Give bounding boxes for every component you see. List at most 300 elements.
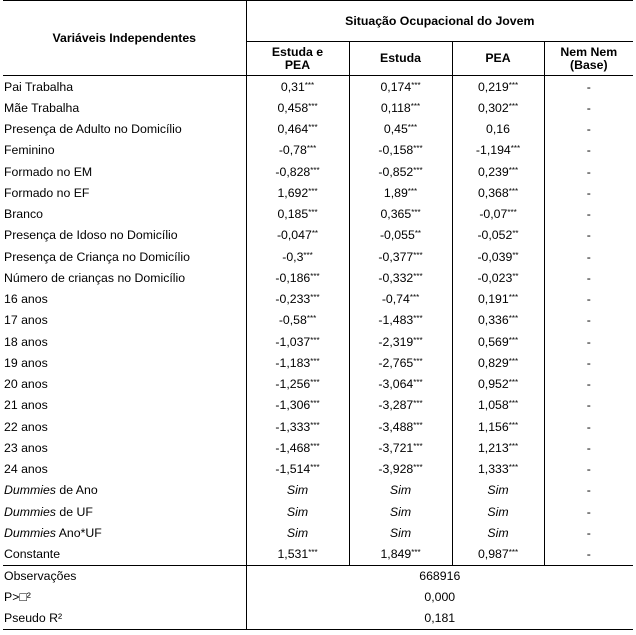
row-label bbox=[3, 331, 246, 352]
stat-value: 0,000 bbox=[424, 590, 456, 605]
significance-stars: *** bbox=[411, 208, 421, 218]
coefficient-value: 0,31 bbox=[280, 79, 305, 94]
table-cell bbox=[349, 97, 452, 118]
row-label bbox=[3, 246, 246, 267]
row-label bbox=[3, 459, 246, 480]
coefficient-value: -1,514 bbox=[275, 462, 311, 477]
coefficient-value: 0,952 bbox=[477, 377, 509, 392]
table-cell bbox=[246, 204, 349, 225]
significance-stars: *** bbox=[413, 314, 423, 324]
table-cell bbox=[452, 182, 544, 203]
column-header-pea bbox=[452, 42, 544, 76]
table-cell bbox=[544, 501, 633, 522]
significance-stars: *** bbox=[510, 144, 521, 154]
coefficient-value: - bbox=[586, 79, 591, 94]
coefficient-value: 1,692 bbox=[277, 185, 309, 200]
row-label bbox=[3, 267, 246, 288]
stat-label: Pseudo R² bbox=[3, 608, 246, 630]
table-cell bbox=[349, 416, 452, 437]
coefficient-value: 1,156 bbox=[477, 419, 509, 434]
row-label-text: 22 anos bbox=[4, 419, 48, 434]
row-label-text: de Ano bbox=[59, 483, 98, 498]
row-label-text: Presença de Adulto no Domicílio bbox=[4, 122, 182, 137]
table-cell bbox=[544, 459, 633, 480]
table-row bbox=[3, 374, 633, 395]
significance-stars: *** bbox=[508, 441, 519, 451]
coefficient-value: - bbox=[586, 270, 591, 285]
significance-stars: *** bbox=[413, 420, 423, 430]
stat-row bbox=[3, 565, 633, 587]
column-header-nem-nem bbox=[544, 42, 633, 76]
coefficient-value: 0,16 bbox=[486, 122, 510, 137]
coefficient-value: 0,219 bbox=[477, 79, 509, 94]
table-cell bbox=[349, 544, 452, 566]
significance-stars: *** bbox=[310, 420, 320, 430]
coefficient-value: 0,829 bbox=[477, 355, 509, 370]
table-cell bbox=[544, 480, 633, 501]
coefficient-value: -3,064 bbox=[378, 377, 414, 392]
coefficient-value: Sim bbox=[389, 483, 412, 498]
coefficient-value: 0,569 bbox=[477, 334, 509, 349]
significance-stars: *** bbox=[413, 441, 423, 451]
table-cell bbox=[544, 522, 633, 543]
row-label-text: Ano*UF bbox=[58, 525, 102, 540]
row-label-text: Mãe Trabalha bbox=[4, 100, 80, 115]
table-row bbox=[3, 119, 633, 140]
coefficient-value: -0,3 bbox=[282, 249, 304, 264]
coefficient-value: -0,047 bbox=[276, 228, 312, 243]
table-cell bbox=[544, 310, 633, 331]
coefficient-value: - bbox=[586, 249, 591, 264]
significance-stars: *** bbox=[413, 335, 423, 345]
coefficient-value: -2,319 bbox=[378, 334, 414, 349]
table-cell bbox=[349, 76, 452, 98]
row-label bbox=[3, 416, 246, 437]
table-row bbox=[3, 522, 633, 543]
table-row bbox=[3, 76, 633, 98]
row-label-text: Feminino bbox=[4, 143, 55, 158]
table-cell bbox=[452, 310, 544, 331]
row-label bbox=[3, 225, 246, 246]
table-cell bbox=[544, 204, 633, 225]
table-cell bbox=[246, 289, 349, 310]
significance-stars: *** bbox=[310, 356, 320, 366]
table-row bbox=[3, 480, 633, 501]
table-row bbox=[3, 416, 633, 437]
significance-stars: *** bbox=[409, 293, 420, 303]
row-label-text: Formado no EF bbox=[4, 185, 90, 200]
table-cell bbox=[544, 97, 633, 118]
significance-stars: *** bbox=[304, 80, 315, 90]
row-label bbox=[3, 204, 246, 225]
coefficient-value: 1,058 bbox=[477, 398, 509, 413]
table-cell bbox=[246, 225, 349, 246]
coefficient-value: 1,849 bbox=[380, 547, 412, 562]
row-label-text: Número de crianças no Domicílio bbox=[4, 270, 186, 285]
table-cell bbox=[452, 119, 544, 140]
column-header-estuda bbox=[349, 42, 452, 76]
coefficient-value: -0,055 bbox=[379, 228, 415, 243]
coefficient-value: 0,185 bbox=[277, 207, 309, 222]
coefficient-value: - bbox=[586, 164, 591, 179]
row-label-text: 16 anos bbox=[4, 292, 48, 307]
table-cell bbox=[452, 161, 544, 182]
table-cell bbox=[544, 182, 633, 203]
coefficient-value: -0,233 bbox=[275, 292, 311, 307]
coefficient-value: 0,458 bbox=[277, 100, 309, 115]
coefficient-value: 0,174 bbox=[380, 79, 412, 94]
row-label-text: 17 anos bbox=[4, 313, 48, 328]
coefficient-value: -1,483 bbox=[378, 313, 414, 328]
table-cell bbox=[544, 161, 633, 182]
table-cell bbox=[246, 416, 349, 437]
table-cell bbox=[246, 119, 349, 140]
significance-stars: *** bbox=[310, 271, 320, 281]
row-label-text: 20 anos bbox=[4, 377, 48, 392]
significance-stars: *** bbox=[508, 80, 519, 90]
table-cell bbox=[452, 480, 544, 501]
table-cell bbox=[349, 395, 452, 416]
table-cell bbox=[246, 501, 349, 522]
table-cell bbox=[452, 522, 544, 543]
table-cell bbox=[544, 76, 633, 98]
stat-value: 668916 bbox=[419, 569, 461, 584]
significance-stars: *** bbox=[308, 208, 318, 218]
coefficient-value: -0,58 bbox=[278, 313, 307, 328]
coefficient-value: 0,302 bbox=[477, 100, 509, 115]
coefficient-value: - bbox=[586, 143, 591, 158]
coefficient-value: - bbox=[586, 355, 591, 370]
table-cell bbox=[544, 544, 633, 566]
row-label bbox=[3, 352, 246, 373]
table-cell bbox=[452, 459, 544, 480]
significance-stars: *** bbox=[310, 378, 320, 388]
table-cell bbox=[544, 246, 633, 267]
table-cell bbox=[246, 161, 349, 182]
coefficient-value: - bbox=[586, 377, 591, 392]
table-cell bbox=[452, 352, 544, 373]
coefficient-value: 1,333 bbox=[477, 462, 509, 477]
table-row bbox=[3, 352, 633, 373]
significance-stars: *** bbox=[413, 271, 423, 281]
coefficient-value: -0,052 bbox=[477, 228, 513, 243]
stat-value: 0,181 bbox=[246, 608, 633, 630]
coefficient-value: - bbox=[586, 334, 591, 349]
coefficient-value: 0,118 bbox=[380, 100, 411, 115]
significance-stars: *** bbox=[508, 548, 519, 558]
coefficient-value: 0,336 bbox=[477, 313, 509, 328]
coefficient-value: -1,256 bbox=[275, 377, 311, 392]
coefficient-value: -0,023 bbox=[477, 270, 513, 285]
significance-stars: *** bbox=[413, 378, 423, 388]
significance-stars: *** bbox=[508, 356, 519, 366]
table-cell bbox=[349, 289, 452, 310]
table-cell bbox=[452, 331, 544, 352]
table-cell bbox=[349, 374, 452, 395]
table-cell bbox=[246, 544, 349, 566]
table-cell bbox=[349, 459, 452, 480]
significance-stars: ** bbox=[512, 229, 519, 239]
table-cell bbox=[452, 395, 544, 416]
significance-stars: *** bbox=[508, 101, 519, 111]
table-row bbox=[3, 544, 633, 566]
table-cell bbox=[452, 97, 544, 118]
coefficient-value: - bbox=[586, 207, 591, 222]
significance-stars: *** bbox=[508, 314, 519, 324]
significance-stars: *** bbox=[413, 165, 423, 175]
table-row bbox=[3, 246, 633, 267]
significance-stars: *** bbox=[508, 399, 519, 409]
table-cell bbox=[246, 459, 349, 480]
significance-stars: *** bbox=[310, 399, 320, 409]
coefficient-value: -3,928 bbox=[378, 462, 414, 477]
table-row bbox=[3, 331, 633, 352]
table-cell bbox=[452, 76, 544, 98]
row-label-italic-prefix: Dummies bbox=[4, 483, 56, 498]
table-row bbox=[3, 310, 633, 331]
row-label bbox=[3, 76, 246, 98]
row-label-text: 24 anos bbox=[4, 462, 48, 477]
table-cell bbox=[349, 352, 452, 373]
coefficient-value: - bbox=[586, 313, 591, 328]
coefficient-value: -0,332 bbox=[378, 270, 414, 285]
significance-stars: *** bbox=[507, 208, 517, 218]
coefficient-value: -1,333 bbox=[275, 419, 311, 434]
table-cell bbox=[246, 97, 349, 118]
significance-stars: *** bbox=[508, 165, 519, 175]
coefficient-value: Sim bbox=[286, 504, 309, 519]
row-label bbox=[3, 289, 246, 310]
significance-stars: *** bbox=[411, 548, 421, 558]
coefficient-value: - bbox=[586, 228, 591, 243]
row-label-text: 18 anos bbox=[4, 334, 48, 349]
row-label bbox=[3, 480, 246, 501]
table-cell bbox=[349, 501, 452, 522]
coefficient-value: -1,194 bbox=[475, 143, 511, 158]
significance-stars: *** bbox=[413, 356, 423, 366]
table-cell bbox=[544, 352, 633, 373]
row-label-text: Formado no EM bbox=[4, 164, 93, 179]
row-label-text: 23 anos bbox=[4, 440, 48, 455]
coefficient-value: 0,191 bbox=[477, 292, 509, 307]
table-cell bbox=[544, 119, 633, 140]
row-label bbox=[3, 395, 246, 416]
coefficient-value: 1,531 bbox=[277, 547, 309, 562]
table-cell bbox=[349, 310, 452, 331]
table-cell bbox=[452, 225, 544, 246]
table-cell bbox=[246, 246, 349, 267]
row-label-text: Presença de Idoso no Domicílio bbox=[4, 228, 178, 243]
coefficient-value: - bbox=[586, 292, 591, 307]
significance-stars: *** bbox=[310, 165, 320, 175]
significance-stars: *** bbox=[413, 399, 423, 409]
coefficient-value: -2,765 bbox=[378, 355, 414, 370]
table-cell bbox=[452, 374, 544, 395]
coefficient-value: -1,183 bbox=[275, 355, 311, 370]
table-cell bbox=[452, 246, 544, 267]
row-label-text: Presença de Criança no Domicílio bbox=[4, 249, 190, 264]
significance-stars: ** bbox=[512, 271, 519, 281]
coefficient-value: -0,07 bbox=[479, 207, 508, 222]
coefficient-value: -0,186 bbox=[275, 270, 311, 285]
coefficient-value: 0,464 bbox=[277, 122, 309, 137]
table-body bbox=[3, 76, 633, 630]
significance-stars: *** bbox=[306, 144, 317, 154]
coefficient-value: -3,488 bbox=[378, 419, 414, 434]
table-row bbox=[3, 97, 633, 118]
table-cell bbox=[544, 437, 633, 458]
row-label bbox=[3, 97, 246, 118]
coefficient-value: 0,987 bbox=[477, 547, 509, 562]
table-cell bbox=[349, 182, 452, 203]
row-label bbox=[3, 161, 246, 182]
stat-row bbox=[3, 608, 633, 630]
row-label-text: Pai Trabalha bbox=[4, 79, 74, 94]
significance-stars: ** bbox=[311, 229, 319, 239]
row-label-text: de UF bbox=[59, 504, 93, 519]
coefficient-value: Sim bbox=[286, 483, 309, 498]
coefficient-value: - bbox=[586, 483, 591, 498]
row-label-italic-prefix: Dummies bbox=[4, 504, 56, 519]
coefficient-value: -1,468 bbox=[275, 440, 311, 455]
row-label bbox=[3, 140, 246, 161]
significance-stars: *** bbox=[413, 144, 423, 154]
row-label-italic-prefix: Dummies bbox=[4, 525, 56, 540]
coefficient-value: -3,287 bbox=[378, 398, 414, 413]
significance-stars: *** bbox=[508, 378, 519, 388]
table-cell bbox=[349, 140, 452, 161]
table-cell bbox=[349, 331, 452, 352]
significance-stars: *** bbox=[410, 101, 421, 111]
coefficient-value: -0,852 bbox=[378, 164, 414, 179]
table-row bbox=[3, 182, 633, 203]
header-group: Situação Ocupacional do Jovem bbox=[246, 1, 633, 42]
coefficient-value: -0,74 bbox=[381, 292, 410, 307]
coefficient-value: -3,721 bbox=[378, 440, 414, 455]
table-row bbox=[3, 395, 633, 416]
coefficient-value: Sim bbox=[286, 525, 309, 540]
table-cell bbox=[544, 140, 633, 161]
table-cell bbox=[544, 331, 633, 352]
significance-stars: *** bbox=[508, 463, 519, 473]
table-cell bbox=[452, 501, 544, 522]
significance-stars: *** bbox=[508, 420, 519, 430]
significance-stars: *** bbox=[413, 463, 423, 473]
significance-stars: *** bbox=[310, 335, 320, 345]
table-cell bbox=[349, 267, 452, 288]
table-cell bbox=[349, 480, 452, 501]
coefficient-value: -0,158 bbox=[378, 143, 414, 158]
table-cell bbox=[246, 374, 349, 395]
significance-stars: *** bbox=[308, 548, 318, 558]
table-cell bbox=[349, 522, 452, 543]
table-cell bbox=[452, 204, 544, 225]
table-cell bbox=[452, 289, 544, 310]
coefficient-value: - bbox=[586, 525, 591, 540]
table-cell bbox=[544, 416, 633, 437]
significance-stars: *** bbox=[308, 186, 318, 196]
significance-stars: *** bbox=[411, 80, 421, 90]
coefficient-value: -0,828 bbox=[275, 164, 311, 179]
table-cell bbox=[246, 480, 349, 501]
row-label bbox=[3, 544, 246, 566]
table-cell bbox=[544, 395, 633, 416]
coefficient-value: 0,365 bbox=[380, 207, 412, 222]
column-header-line: PEA bbox=[284, 57, 311, 72]
row-label bbox=[3, 501, 246, 522]
row-label bbox=[3, 310, 246, 331]
table-row bbox=[3, 267, 633, 288]
row-label-text: 19 anos bbox=[4, 355, 48, 370]
coefficient-value: - bbox=[586, 419, 591, 434]
coefficient-value: 0,45 bbox=[383, 122, 408, 137]
coefficient-value: Sim bbox=[487, 483, 509, 498]
table-row bbox=[3, 140, 633, 161]
row-label bbox=[3, 119, 246, 140]
table-cell bbox=[246, 140, 349, 161]
column-header-estuda-e-pea bbox=[246, 42, 349, 76]
coefficient-value: 1,213 bbox=[477, 440, 509, 455]
coefficient-value: -1,037 bbox=[275, 334, 311, 349]
row-label bbox=[3, 522, 246, 543]
table-cell bbox=[246, 76, 349, 98]
coefficient-value: - bbox=[586, 122, 591, 137]
significance-stars: ** bbox=[512, 250, 519, 260]
coefficient-value: - bbox=[586, 504, 591, 519]
table-cell bbox=[544, 225, 633, 246]
coefficient-value: - bbox=[586, 440, 591, 455]
coefficient-value: Sim bbox=[389, 525, 412, 540]
table-cell bbox=[349, 161, 452, 182]
coefficient-value: Sim bbox=[487, 525, 509, 540]
stat-label: Observações bbox=[3, 565, 246, 587]
table-cell bbox=[452, 267, 544, 288]
stat-row bbox=[3, 587, 633, 608]
row-label bbox=[3, 374, 246, 395]
table-row bbox=[3, 501, 633, 522]
table-row bbox=[3, 161, 633, 182]
significance-stars: *** bbox=[310, 441, 320, 451]
table-cell bbox=[452, 437, 544, 458]
table-row bbox=[3, 437, 633, 458]
table-cell bbox=[349, 119, 452, 140]
table-cell bbox=[452, 140, 544, 161]
table-cell bbox=[544, 289, 633, 310]
column-header-line: Estuda e bbox=[271, 44, 324, 59]
table-cell bbox=[246, 267, 349, 288]
table-cell bbox=[246, 331, 349, 352]
significance-stars: *** bbox=[413, 250, 423, 260]
significance-stars: *** bbox=[407, 123, 418, 133]
coefficient-value: Sim bbox=[487, 504, 509, 519]
coefficient-value: - bbox=[586, 462, 591, 477]
coefficient-value: - bbox=[586, 185, 591, 200]
significance-stars: *** bbox=[310, 293, 320, 303]
table-cell bbox=[246, 352, 349, 373]
significance-stars: *** bbox=[306, 314, 317, 324]
significance-stars: *** bbox=[508, 186, 519, 196]
coefficient-value: 1,89 bbox=[383, 185, 408, 200]
row-label bbox=[3, 437, 246, 458]
regression-table bbox=[3, 0, 633, 630]
column-header-line: Nem Nem bbox=[560, 44, 618, 59]
column-header-line: PEA bbox=[485, 51, 511, 65]
table-row bbox=[3, 459, 633, 480]
table-cell bbox=[349, 437, 452, 458]
significance-stars: *** bbox=[508, 335, 519, 345]
table-cell bbox=[246, 437, 349, 458]
table-cell bbox=[246, 310, 349, 331]
